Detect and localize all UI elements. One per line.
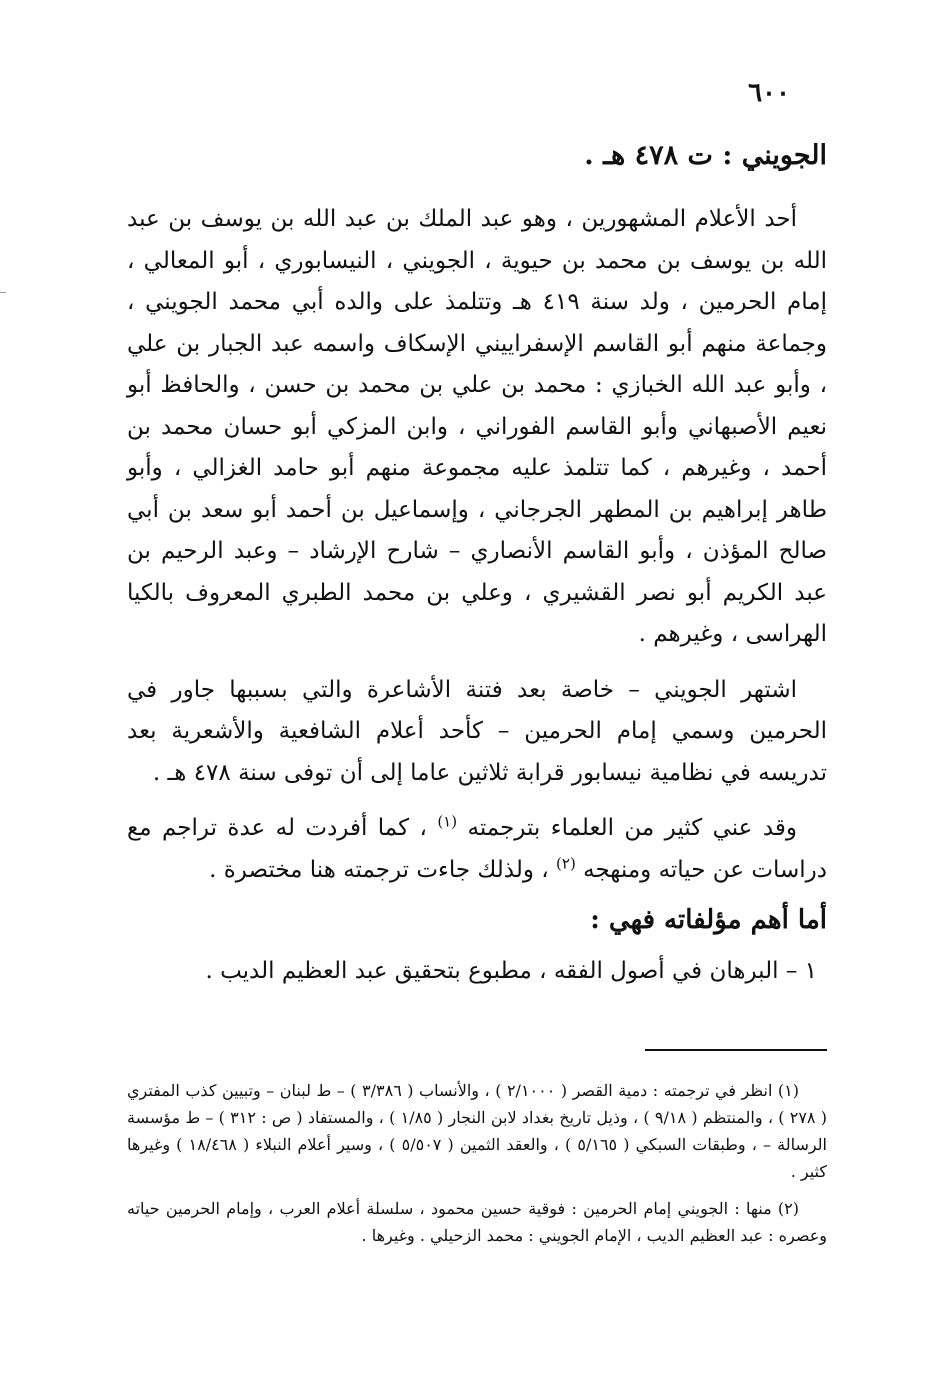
paragraph-3-part-2: ، كما أفردت له عدة تراجم مع دراسات عن حياته ومنهجه	[127, 815, 827, 883]
paragraph-3-part-3: ، ولذلك جاءت ترجمته هنا مختصرة .	[209, 856, 549, 883]
footnote-ref-1: (١)	[437, 812, 458, 831]
biography-paragraph-3	[127, 808, 827, 891]
page-number: ٦٠٠	[748, 78, 790, 108]
footnote-2: (٢) منها : الجويني إمام الحرمين : فوقية حسين محمود ، سلسلة أعلام العرب ، وإمام الحرمين حياته وعصره : عبد العظيم الديب ، الإمام الجويني : محمد الزحيلي . وغيرها .	[127, 1199, 827, 1245]
scan-edge-mark	[0, 292, 6, 293]
entry-heading: الجويني : ت ٤٧٨ هـ .	[584, 140, 827, 171]
works-heading: أما أهم مؤلفاته فهي :	[590, 905, 827, 935]
footnote-separator	[645, 1049, 827, 1051]
biography-paragraph-1: أحد الأعلام المشهورين ، وهو عبد الملك بن عبد الله بن يوسف بن عبد الله بن يوسف بن محمد بن حيوية ، الجويني ، النيسابوري ، أبو المعالي ، إمام الحرمين ، ولد سنة ٤١٩ هـ وتتلمذ على والده أبي محمد الجويني ، وجماعة منهم أبو القاسم الإسفراييني الإسكاف واسمه عبد الجبار بن علي ، وأبو عبد الله الخبازي : محمد بن علي بن محمد بن حسن ، والحافظ أبو نعيم الأصبهاني وأبو القاسم الفوراني ، وابن المزكي أبو حسان محمد بن أحمد ، وغيرهم ، كما تتلمذ عليه مجموعة منهم أبو حامد الغزالي ، وأبو طاهر إبراهيم بن المطهر الجرجاني ، وإسماعيل بن أحمد أبو سعد بن أبي صالح المؤذن ، وأبو القاسم الأنصاري – شارح الإرشاد – وعبد الرحيم بن عبد الكريم أبو نصر القشيري ، وعلي بن محمد الطبري المعروف بالكيا الهراسى ، وغيرهم .	[127, 206, 827, 647]
biography-paragraph-2: اشتهر الجويني – خاصة بعد فتنة الأشاعرة والتي بسببها جاور في الحرمين وسمي إمام الحرمين – كأحد أعلام الشافعية والأشعرية بعد تدريسه في نظامية نيسابور قرابة ثلاثين عاما إلى أن توفى سنة ٤٧٨ هـ .	[127, 676, 827, 786]
paragraph-3-part-1: وقد عني كثير من العلماء بترجمته	[467, 815, 797, 841]
works-list-item: ١ – البرهان في أصول الفقه ، مطبوع بتحقيق عبد العظيم الديب .	[205, 958, 817, 984]
main-content	[127, 140, 827, 992]
footnote-ref-2: (٢)	[556, 853, 576, 872]
footnote-1: (١) انظر في ترجمته : دمية القصر ( ٢/١٠٠٠ ) ، والأنساب ( ٣/٣٨٦ ) – ط لبنان – وتبيين كذب المفتري ( ٢٧٨ ) ، والمنتظم ( ٩/١٨ ) ، وذيل تاريخ بغداد لابن النجار ( ١/٨٥ ) ، والمستفاد ( ص : ٣١٢ ) – ط مؤسسة الرسالة – ، وطبقات السبكي ( ٥/١٦٥ ) ، والعقد الثمين ( ٥/٥٠٧ ) ، وسير أعلام النبلاء ( ١٨/٤٦٨ ) وغيرها كثير .	[127, 1081, 828, 1181]
footnotes	[127, 1077, 827, 1259]
